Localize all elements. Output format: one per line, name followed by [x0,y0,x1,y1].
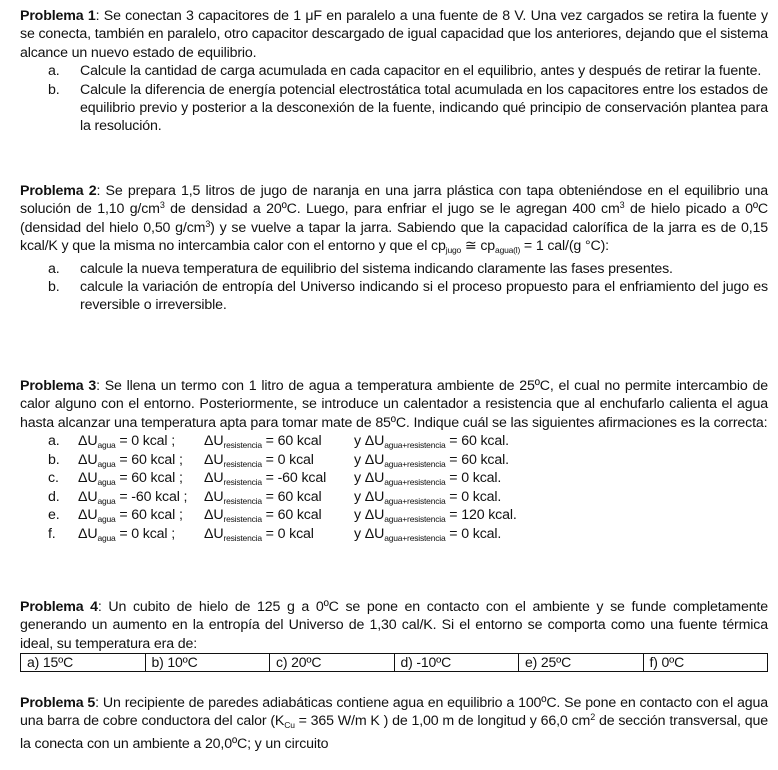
answer-f: f) 0ºC [649,654,685,670]
option-b: b. $\Delta U_{agua} = 60$ kcal ; $\Delta U_{resistencia} = 0$ kcal y $\Delta U_{agua+resistencia} = 60$ kcal. [48,451,509,469]
problem-5 [20,694,768,753]
problem-4-label: Problema 4 [20,599,98,615]
problem-3-statement: Problema 3: Se llena un termo con 1 litro de agua a temperatura ambiente de 25ºC, el cual no permite intercambio de calor alguno con el entorno. Posteriormente, se introduce un calentador a resistencia que al enchufarlo calienta el agua hasta alcanzar una temperatura apta para tomar mate de 85ºC. Indique cuál se las siguientes afirmaciones es la correcta: [20,378,768,431]
option-c: c. $\Delta U_{agua} = 60$ kcal ; $\Delta U_{resistencia} = -60$ kcal y $\Delta U_{agua+resistencia} = 0$ kcal. [48,470,502,488]
option-e: e. $\Delta U_{agua} = 60$ kcal ; $\Delta U_{resistencia} = 60$ kcal y $\Delta U_{agua+resistencia} = 120$ kcal. [48,507,517,525]
problem-3-options [20,432,768,543]
answer-b: b) 10ºC [146,654,271,671]
problem-3 [20,377,768,543]
problem-2-items [20,260,768,315]
problem-5-label: Problema 5 [20,695,96,711]
problem-2-label: Problema 2 [20,183,97,199]
problem-4 [20,598,768,670]
option-a: a. $\Delta U_{agua} = 0$ kcal ; $\Delta U_{resistencia} = 60$ kcal y $\Delta U_{agua+resistencia} = 60$ kcal. [48,433,509,451]
problem-2-statement: Problema 2: Se prepara 1,5 litros de jugo de naranja en una jarra plástica con tapa obteniéndose en el equilibrio una solución de 1,10 $g/cm^3$ de densidad a 20ºC. Luego, para enfriar el jugo se le agregan 400 $cm^3$ de hielo picado a 0ºC (densidad del hielo 0,50 $g/cm^3$) y se vuelve a tapar la jarra. Sabiendo que la capacidad calorífica de la jarra es de 0,15 kcal/K y que la misma no intercambia calor con el entorno y que el $cp_{jugo}$ ≅ $cp_{agua(l)} = 1$ cal/(g °C): [20,183,768,256]
list-item: a. Calcule la cantidad de carga acumulada en cada capacitor en el equilibrio, antes y después de retirar la fuente. [48,63,762,80]
problem-1-items [20,62,768,136]
answer-e: e) 25ºC [519,654,644,671]
problem-1-label: Problema 1 [20,8,96,24]
list-item: b. calcule la variación de entropía del Universo indicando si el proceso propuesto para el enfriamiento del jugo es reversible o irreversible. [48,279,768,314]
answer-table [20,653,768,672]
problem-1-statement: Problema 1: Se conectan 3 capacitores de 1 μF en paralelo a una fuente de 8 V. Una vez cargados se retira la fuente y se conecta, también en paralelo, otro capacitor descargado de igual capacidad que los anteriores, dejando que el sistema alcance un nuevo estado de equilibrio. [20,8,768,61]
list-item: b. Calcule la diferencia de energía potencial electrostática total acumulada en los capacitores entre los estados de equilibrio previo y posterior a la desconexión de la fuente, indicando qué principio de conservación plantea para la resolución. [48,81,768,135]
answer-c: c) 20ºC [270,654,395,671]
problem-3-label: Problema 3 [20,378,97,394]
list-item: a. calcule la nueva temperatura de equilibrio del sistema indicando claramente las fases presentes. [48,260,673,277]
option-f: f. $\Delta U_{agua} = 0$ kcal ; $\Delta U_{resistencia} = 0$ kcal y $\Delta U_{agua+resistencia} = 0$ kcal. [48,525,502,543]
problem-4-statement: Problema 4: Un cubito de hielo de 125 g a 0ºC se pone en contacto con el ambiente y se funde completamente generando un aumento en la entropía del Universo de 1,30 cal/K. Si el entorno se comporta como una fuente térmica ideal, su temperatura era de: [20,599,768,652]
option-d: d. $\Delta U_{agua} = -60$ kcal ; $\Delta U_{resistencia} = 60$ kcal y $\Delta U_{agua+resistencia} = 0$ kcal. [48,488,502,506]
problem-2 [20,182,768,315]
problem-5-statement: Problema 5: Un recipiente de paredes adiabáticas contiene agua en equilibrio a 100ºC. Se pone en contacto con el agua una barra de cobre conductora del calor ($K_{Cu} = 365$ W/m K ) de 1,00 m de longitud y 66,0 $cm^2$ de sección transversal, que la conecta con un ambiente a 20,0ºC; y un circuito [20,695,768,752]
problem-1 [20,7,768,136]
answer-a: a) 15ºC [21,654,146,671]
answer-d: d) -10ºC [395,654,520,671]
